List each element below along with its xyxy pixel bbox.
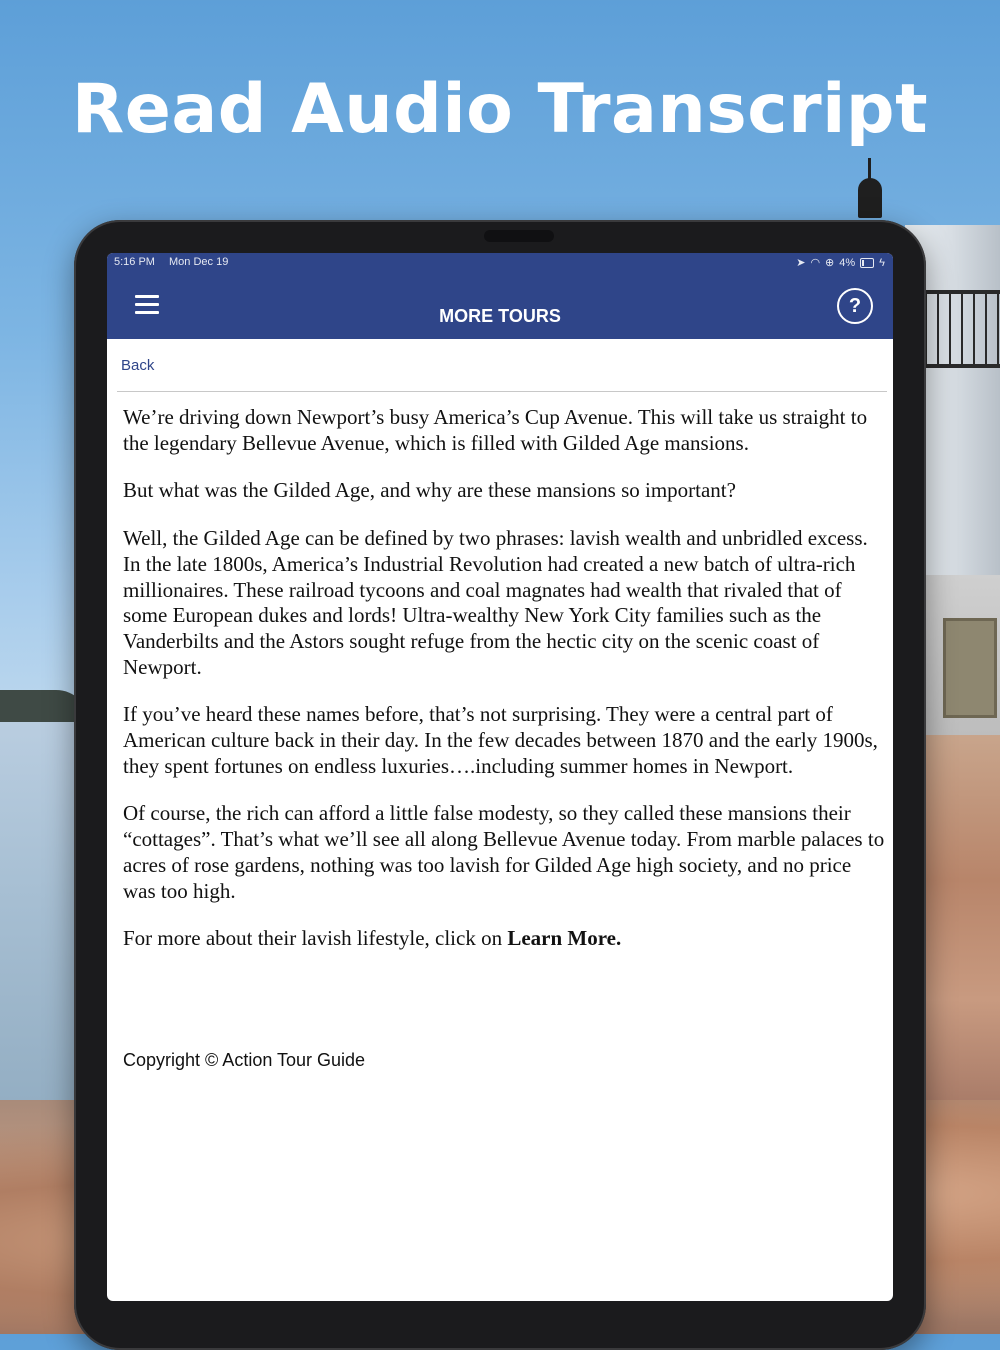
divider [117,391,887,392]
lighthouse-railing [925,290,1000,368]
app-screen [107,253,893,1301]
charging-bolt-icon: ϟ [879,256,885,269]
transcript-paragraph-learn-more [123,926,885,952]
orientation-lock-icon: ⊕ [825,257,835,269]
learn-more-prefix: For more about their lavish lifestyle, click on [123,926,508,951]
status-time: 5:16 PM [114,256,155,268]
location-arrow-icon: ➤ [796,257,806,269]
nav-title: MORE TOURS [439,306,561,326]
status-date: Mon Dec 19 [169,256,229,268]
camera-icon [484,230,554,242]
transcript-paragraph: We’re driving down Newport’s busy America’s Cup Avenue. This will take us straight to the legendary Bellevue Avenue, which is filled with Gilded Age mansions. [123,405,868,455]
lighthouse-top [858,178,882,218]
transcript-body [123,405,885,974]
status-bar [107,253,893,273]
battery-percent: 4% [839,256,856,269]
status-indicators [796,256,885,269]
wifi-icon: ◠ [810,257,821,269]
lighthouse-spire [868,158,871,182]
copyright-text: Copyright © Action Tour Guide [123,1050,366,1070]
transcript-paragraph: If you’ve heard these names before, that’s not surprising. They were a central part of American culture back in their day. In the few decades between 1870 and the early 1900s, they spent fortunes on endless luxuries….including summer homes in Newport. [123,702,878,778]
back-link[interactable]: Back [121,357,155,374]
transcript-paragraph: But what was the Gilded Age, and why are these mansions so important? [123,478,736,503]
learn-more-link[interactable]: Learn More. [507,926,622,951]
lighthouse-door [943,618,997,718]
transcript-paragraph: Well, the Gilded Age can be defined by two phrases: lavish wealth and unbridled excess. In the late 1800s, America’s Industrial Revolution had created a new batch of ultra-rich millionaires. These railroad tycoons and coal magnates had wealth that rivaled that of some European dukes and lords! Ultra-wealthy New York City families such as the Vanderbilts and the Astors sought refuge from the hectic city on the scenic coast of Newport. [123,526,868,679]
transcript-paragraph: Of course, the rich can afford a little false modesty, so they called these mansions their “cottages”. That’s what we’ll see all along Bellevue Avenue today. From marble palaces to acres of rose gardens, nothing was too lavish for Gilded Age high society, and no price was too high. [123,801,885,903]
battery-icon [860,258,874,268]
promo-headline: Read Audio Transcript [71,70,929,149]
tablet-frame [74,220,926,1350]
nav-bar [107,273,893,339]
help-button[interactable]: ? [837,288,873,324]
